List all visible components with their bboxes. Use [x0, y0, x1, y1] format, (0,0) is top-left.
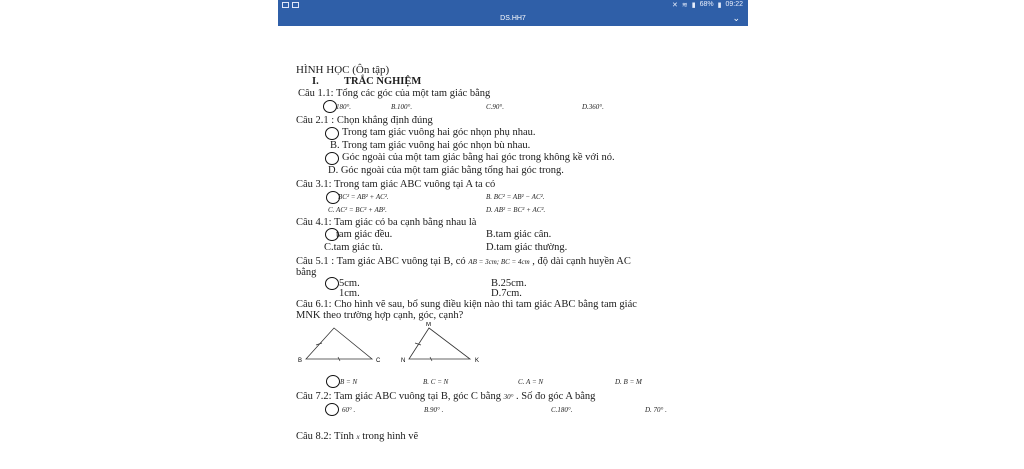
question-1-1: Câu 1.1: Tổng các góc của một tam giác bằng	[298, 88, 491, 99]
question-3-1: Câu 3.1: Trong tam giác ABC vuông tại A ta có	[296, 179, 496, 190]
q7-answer-d: D. 70° .	[645, 406, 667, 414]
q4-answer-d: D.tam giác thường.	[486, 242, 568, 253]
q1-answer-b: B.100°.	[391, 103, 413, 111]
question-6-1-cont: MNK theo trường hợp cạnh, góc, cạnh?	[296, 310, 464, 321]
section-number: I.	[312, 76, 319, 87]
q1-answer-d: D.360°.	[582, 103, 604, 111]
vertex-b-label: B	[298, 358, 303, 364]
mute-icon: ✕	[671, 2, 678, 9]
q3-answer-a: BC² = AB² + AC².	[338, 193, 389, 201]
question-4-1: Câu 4.1: Tam giác có ba cạnh bằng nhau là	[296, 217, 477, 228]
triangle-mnk	[401, 322, 479, 364]
q5-text: Câu 5.1 : Tam giác ABC vuông tại B, có	[296, 256, 466, 267]
triangle-mnk-shape	[409, 328, 470, 359]
q2-answer-d: D. Góc ngoài của một tam giác bằng tổng hai góc trong.	[328, 165, 564, 176]
q8-text: Câu 8.2: Tính	[296, 431, 354, 442]
q2-answer-b: Trong tam giác vuông hai góc nhọn bù nhau.	[342, 140, 531, 151]
vertex-k-label: K	[475, 358, 480, 364]
q7-text-tail: . Số đo góc A bằng	[516, 391, 596, 402]
q3-answer-c: C. AC² = BC² + AB².	[328, 206, 387, 214]
triangle-abc-shape	[306, 328, 372, 359]
q5-text-end: bằng	[296, 267, 317, 278]
q6-answer-d: D. B = M	[615, 378, 642, 386]
q2-answer-a: Trong tam giác vuông hai góc nhọn phụ nhau.	[342, 127, 536, 138]
clock: 09:22	[725, 1, 743, 8]
q1-answer-a: 180°.	[336, 103, 352, 111]
q1-answer-c: C.90°.	[486, 103, 504, 111]
q7-text: Câu 7.2: Tam giác ABC vuông tại B, góc C bằng	[296, 391, 501, 402]
q7-degree: 30°	[503, 393, 514, 401]
q8-variable: x	[356, 433, 360, 441]
question-8-2	[296, 431, 418, 442]
document-title: DS.HH7	[500, 15, 526, 22]
triangle-figures	[298, 322, 488, 370]
notification-icons	[282, 2, 299, 8]
vertex-m-label: M	[426, 322, 431, 328]
q2-answer-c: Góc ngoài của một tam giác bằng hai góc trong không kề với nó.	[342, 152, 615, 163]
answer-circle	[323, 100, 337, 113]
document-page[interactable]	[278, 26, 748, 469]
q5-text-tail: , độ dài cạnh huyền AC	[532, 256, 631, 267]
section-title: TRẮC NGHIỆM	[344, 76, 422, 87]
question-7-2	[296, 391, 595, 402]
q2-b-marker: B.	[330, 140, 340, 151]
q4-answer-c: C.tam giác tù.	[324, 242, 383, 253]
question-6-1: Câu 6.1: Cho hình vẽ sau, bổ sung điều kiện nào thì tam giác ABC bằng tam giác	[296, 299, 637, 310]
status-right	[672, 1, 743, 9]
vertex-n-label: N	[401, 358, 406, 364]
q5-answer-b: B.25cm.	[491, 278, 527, 289]
answer-circle	[325, 127, 339, 140]
question-5-1	[296, 256, 631, 267]
wifi-icon: ≋	[681, 2, 688, 9]
answer-circle	[325, 403, 339, 416]
triangle-abc	[298, 328, 381, 364]
q8-text-tail: trong hình vẽ	[362, 431, 419, 442]
doc-title: HÌNH HỌC (Ôn tập)	[296, 64, 390, 76]
vertex-c-label: C	[376, 358, 381, 364]
q7-answer-a: 60° .	[342, 406, 356, 414]
answer-circle	[325, 277, 339, 290]
file-icon	[292, 2, 299, 8]
answer-circle	[326, 375, 340, 388]
document-title-bar	[278, 11, 748, 26]
q3-answer-b: B. BC² = AB² − AC².	[486, 193, 545, 201]
q3-answer-d: D. AB² = BC² + AC².	[486, 206, 546, 214]
q5-answer-a: 5cm.	[339, 278, 360, 289]
chevron-down-icon[interactable]: ⌄	[732, 13, 740, 23]
q5-answer-d: D.7cm.	[491, 288, 522, 299]
q5-answer-c: 1cm.	[339, 288, 360, 299]
q7-answer-c: C.180°.	[551, 406, 573, 414]
gallery-icon	[282, 2, 289, 8]
q7-answer-b: B.90° .	[424, 406, 444, 414]
q6-answer-a: B = N	[340, 378, 358, 386]
question-2-1: Câu 2.1 : Chọn khẳng định đúng	[296, 115, 433, 126]
battery-icon: ▮	[717, 2, 722, 9]
status-bar	[278, 0, 748, 11]
signal-icon: ▮	[691, 2, 696, 9]
battery-level: 68%	[699, 1, 714, 8]
q6-answer-c: C. A = N	[518, 378, 544, 386]
q5-condition: AB = 3cm; BC = 4cm	[468, 258, 530, 266]
answer-circle	[325, 152, 339, 165]
q4-answer-b: B.tam giác cân.	[486, 229, 552, 240]
q6-answer-b: B. C = N	[423, 378, 449, 386]
q4-answer-a: tam giác đều.	[336, 229, 393, 240]
